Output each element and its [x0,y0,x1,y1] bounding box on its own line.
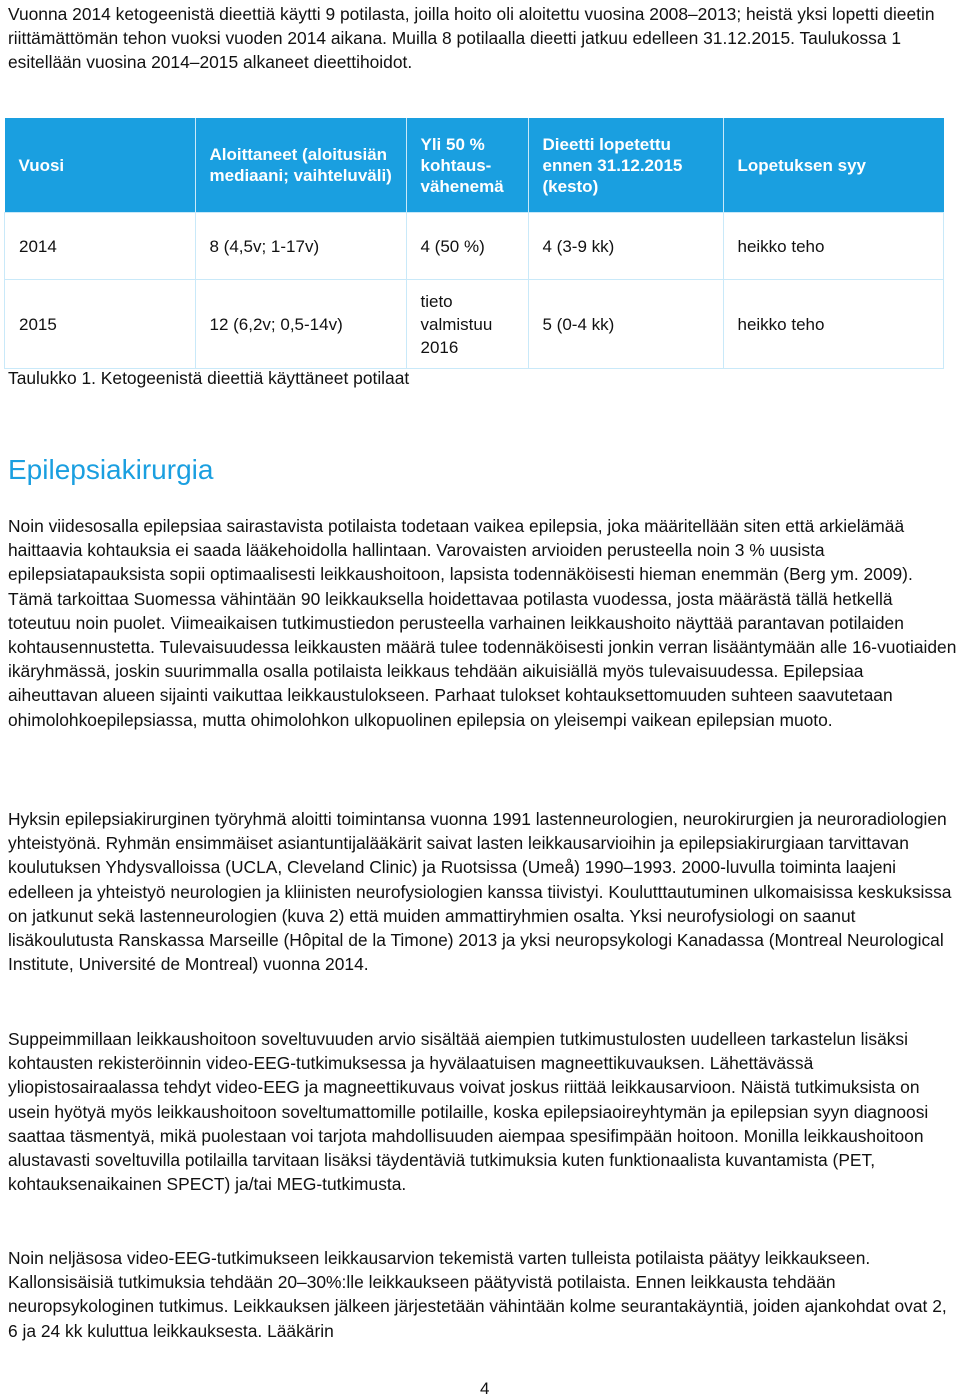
cell-year: 2014 [5,213,196,280]
table-row [5,280,944,369]
ketogenic-diet-table [4,118,944,369]
table-row [5,213,944,280]
cell-reason: heikko teho [723,280,944,369]
intro-paragraph: Vuonna 2014 ketogeenistä dieettiä käytti 9 potilasta, joilla hoito oli aloitettu vuosina 2008–2013; heistä yksi lopetti dieetin riittämättömän tehon vuoksi vuoden 2014 aikana. Muilla 8 potilaalla dieetti jatkuu edelleen 31.12.2015. Taulukossa 1 esitellään vuosina 2014–2015 alkaneet dieettihoidot. [8,4,935,73]
header-year: Vuosi [5,118,196,213]
header-started: Aloittaneet (aloitusiän mediaani; vaihteluväli) [195,118,406,213]
body-paragraph: Noin viidesosalla epilepsiaa sairastavista potilaista todetaan vaikea epilepsia, joka määritellään siten että arkielämää haittaavia kohtauksia ei saada lääkehoidolla hallintaan. Varovaisten arvioiden perusteella noin 3 % uusista epilepsiatapauksista sopii optimaalisesti leikkaushoitoon, lapsista todennäköisesti hieman enemmän (Berg ym. 2009). Tämä tarkoittaa Suomessa vähintään 90 leikkauksella hoidettavaa potilasta vuodessa, josta määrästä tällä hetkellä toteutuu noin puolet. Viimeaikaisen tutkimustiedon perusteella varhainen leikkaushoito näyttää parantavan potilaiden kohtausennustetta. Tulevaisuudessa leikkausten määrä tulee todennäköisesti jonkin verran lisääntymään alle 16-vuotiaiden ikäryhmässä, joskin suurimmalla osalla potilaista leikkaus tehdään aikuisiällä myös tulevaisuudessa. Epilepsiaa aiheuttavan alueen sijainti vaikuttaa leikkaustulokseen. Parhaat tulokset kohtauksettomuuden suhteen saavutetaan ohimolohkoepilepsiassa, mutta ohimolohkon ulkopuolinen epilepsia on yleisempi vaikean epilepsian muoto. [8,516,957,730]
body-paragraph: Noin neljäsosa video-EEG-tutkimukseen leikkausarvion tekemistä varten tulleista potilaista päätyy leikkaukseen. Kallonsisäisiä tutkimuksia tehdään 20–30%:lle leikkaukseen päätyvistä potilaista. Ennen leikkausta tehdään neuropsykologinen tutkimus. Leikkauksen jälkeen järjestetään vähintään kolme seurantakäyntiä, joiden ajankohdat ovat 2, 6 ja 24 kk kuluttua leikkauksesta. Lääkärin [8,1248,947,1341]
header-stopped: Dieetti lopetettu ennen 31.12.2015 (kesto) [528,118,723,213]
header-over50: Yli 50 % kohtaus-vähenemä [406,118,528,213]
cell-started: 12 (6,2v; 0,5-14v) [195,280,406,369]
cell-over50: 4 (50 %) [406,213,528,280]
section-heading: Epilepsiakirurgia [8,454,214,485]
body-paragraph: Suppeimmillaan leikkaushoitoon soveltuvuuden arvio sisältää aiempien tutkimustulosten uudelleen tarkastelun lisäksi kohtausten rekisteröinnin video-EEG-tutkimuksessa ja hyvälaatuisen magneettikuvauksen. Lähettävässä yliopistosairaalassa tehdyt video-EEG ja magneettikuvaus voivat joskus riittää leikkausarvioon. Näistä tutkimuksista on usein hyötyä myös leikkaushoitoon soveltumattomille potilaille, koska epilepsiaoireyhtymän ja epilepsian syyn diagnoosi saattaa täsmentyä, mikä puolestaan voi tarjota mahdollisuuden aiempaa spesifimpään hoitoon. Monilla leikkaushoitoon alustavasti soveltuvilla potilailla tarvitaan lisäksi täydentäviä tutkimuksia kuten funktionaalista kuvantamista (PET, kohtauksenaikainen SPECT) ja/tai MEG-tutkimusta. [8,1029,929,1195]
cell-stopped: 4 (3-9 kk) [528,213,723,280]
cell-over50: tieto valmistuu 2016 [406,280,528,369]
body-paragraph: Hyksin epilepsiakirurginen työryhmä aloitti toimintansa vuonna 1991 lastenneurologien, neurokirurgien ja neuroradiologien yhteistyönä. Ryhmän ensimmäiset asiantuntijalääkärit saivat lasten leikkausarvioihin ja epilepsiakirurgiaan tarvittavan koulutuksen Yhdysvalloissa (UCLA, Cleveland Clinic) ja Ruotsissa (Umeå) 1990–1993. 2000-luvulla toiminta laajeni edelleen ja yhteistyö neurologien ja kliinisten neurofysiologien kanssa tiivistyi. Koulutttautuminen ulkomaisissa keskuksissa on jatkunut sekä lastenneurologien (kuva 2) että muiden ammattiryhmien osalta. Yksi neurofysiologi on saanut lisäkoulutusta Ranskassa Marseille (Hôpital de la Timone) 2013 ja yksi neuropsykologi Kanadassa (Montreal Neurological Institute, Université de Montreal) vuonna 2014. [8,809,952,975]
cell-year: 2015 [5,280,196,369]
cell-reason: heikko teho [723,213,944,280]
cell-stopped: 5 (0-4 kk) [528,280,723,369]
page-number: 4 [480,1379,490,1398]
table-caption: Taulukko 1. Ketogeenistä dieettiä käyttäneet potilaat [8,368,410,388]
header-reason: Lopetuksen syy [723,118,944,213]
cell-started: 8 (4,5v; 1-17v) [195,213,406,280]
table-header-row [5,118,944,213]
